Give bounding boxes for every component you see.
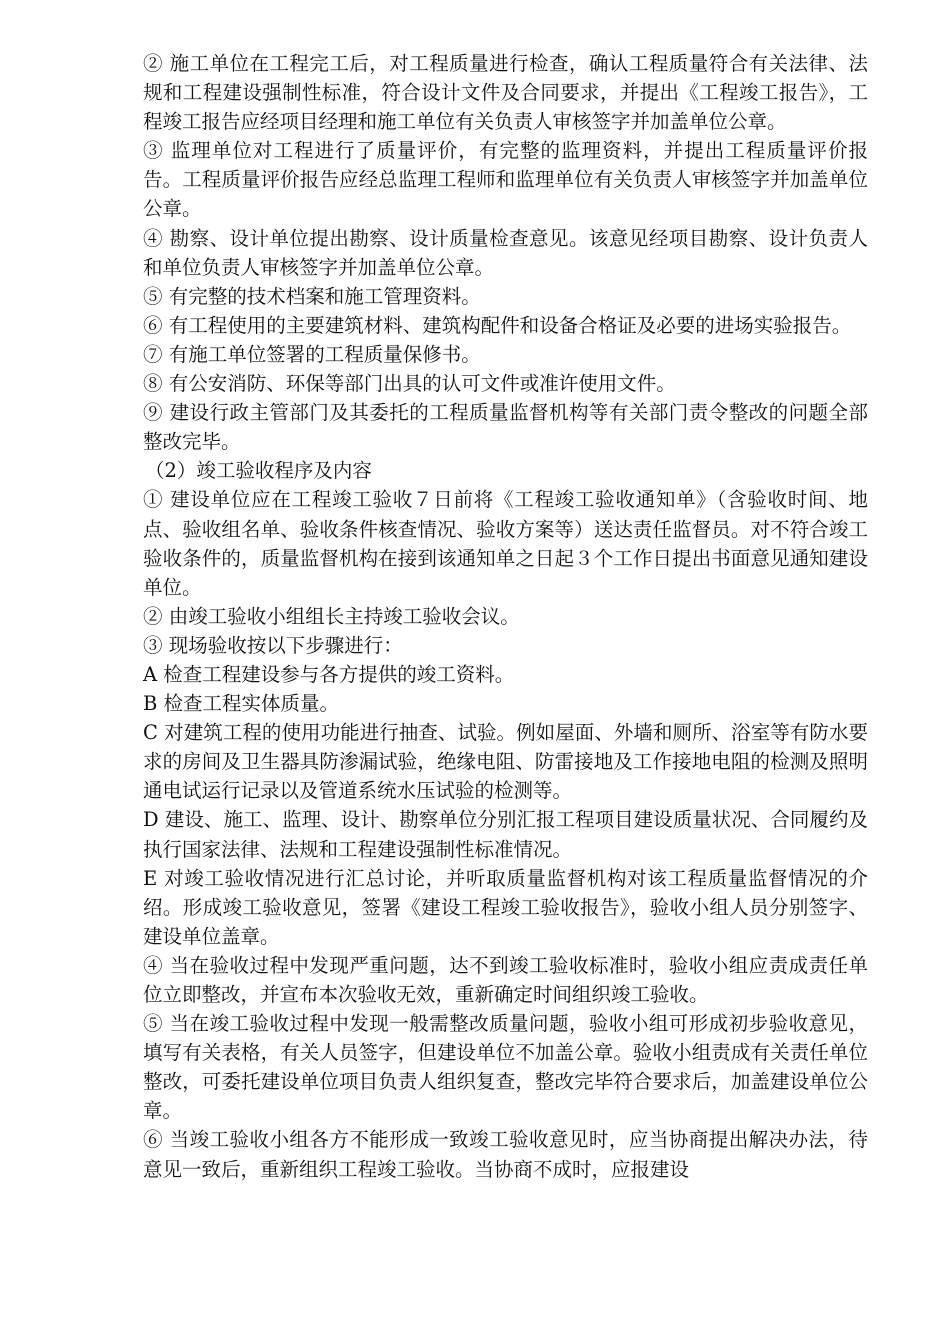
procedure-step-6: ⑥ 当竣工验收小组各方不能形成一致竣工验收意见时，应当协商提出解决办法，待意见一致后，重新组织工程竣工验收。当协商不成时，应报建设	[143, 1128, 868, 1181]
substep-e: E 对竣工验收情况进行汇总讨论，并听取质量监督机构对该工程质量监督情况的介绍。形成竣工验收意见，签署《建设工程竣工验收报告》，验收小组人员分别签字、建设单位盖章。	[143, 866, 868, 948]
paragraph-item-5: ⑤ 有完整的技术档案和施工管理资料。	[143, 284, 481, 308]
procedure-step-3: ③ 现场验收按以下步骤进行：	[143, 633, 403, 657]
document-page	[143, 49, 868, 1184]
paragraph-item-6: ⑥ 有工程使用的主要建筑材料、建筑构配件和设备合格证及必要的进场实验报告。	[143, 313, 852, 337]
procedure-step-1: ① 建设单位应在工程竣工验收７日前将《工程竣工验收通知单》（含验收时间、地点、验收组名单、验收条件核查情况、验收方案等）送达责任监督员。对不符合竣工验收条件的，质量监督机构在接到该通知单之日起３个工作日提出书面意见通知建设单位。	[143, 488, 868, 599]
substep-c: C 对建筑工程的使用功能进行抽查、试验。例如屋面、外墙和厕所、浴室等有防水要求的房间及卫生器具防渗漏试验，绝缘电阻、防雷接地及工作接地电阻的检测及照明通电试运行记录以及管道系统水压试验的检测等。	[143, 721, 868, 803]
procedure-step-4: ④ 当在验收过程中发现严重问题，达不到竣工验收标准时，验收小组应责成责任单位立即整改，并宣布本次验收无效，重新确定时间组织竣工验收。	[143, 953, 868, 1006]
procedure-step-5: ⑤ 当在竣工验收过程中发现一般需整改质量问题，验收小组可形成初步验收意见，填写有关表格，有关人员签字，但建设单位不加盖公章。验收小组责成有关责任单位整改，可委托建设单位项目负责人组织复查，整改完毕符合要求后，加盖建设单位公章。	[143, 1012, 868, 1123]
substep-b: B 检查工程实体质量。	[143, 692, 340, 716]
paragraph-item-9: ⑨ 建设行政主管部门及其委托的工程质量监督机构等有关部门责令整改的问题全部整改完毕。	[143, 401, 868, 454]
paragraph-item-2: ② 施工单位在工程完工后，对工程质量进行检查，确认工程质量符合有关法律、法规和工程建设强制性标准，符合设计文件及合同要求，并提出《工程竣工报告》，工程竣工报告应经项目经理和施工单位有关负责人审核签字并加盖单位公章。	[143, 52, 868, 134]
substep-d: D 建设、施工、监理、设计、勘察单位分别汇报工程项目建设质量状况、合同履约及执行国家法律、法规和工程建设强制性标准情况。	[143, 808, 868, 861]
substep-a: A 检查工程建设参与各方提供的竣工资料。	[143, 662, 515, 686]
section-heading: （2）竣工验收程序及内容	[145, 459, 372, 483]
paragraph-item-4: ④ 勘察、设计单位提出勘察、设计质量检查意见。该意见经项目勘察、设计负责人和单位负责人审核签字并加盖单位公章。	[143, 226, 868, 279]
procedure-step-2: ② 由竣工验收小组组长主持竣工验收会议。	[143, 604, 520, 628]
paragraph-item-3: ③ 监理单位对工程进行了质量评价，有完整的监理资料，并提出工程质量评价报告。工程质量评价报告应经总监理工程师和监理单位有关负责人审核签字并加盖单位公章。	[143, 139, 868, 221]
paragraph-item-8: ⑧ 有公安消防、环保等部门出具的认可文件或准许使用文件。	[143, 372, 676, 396]
paragraph-item-7: ⑦ 有施工单位签署的工程质量保修书。	[143, 342, 481, 366]
